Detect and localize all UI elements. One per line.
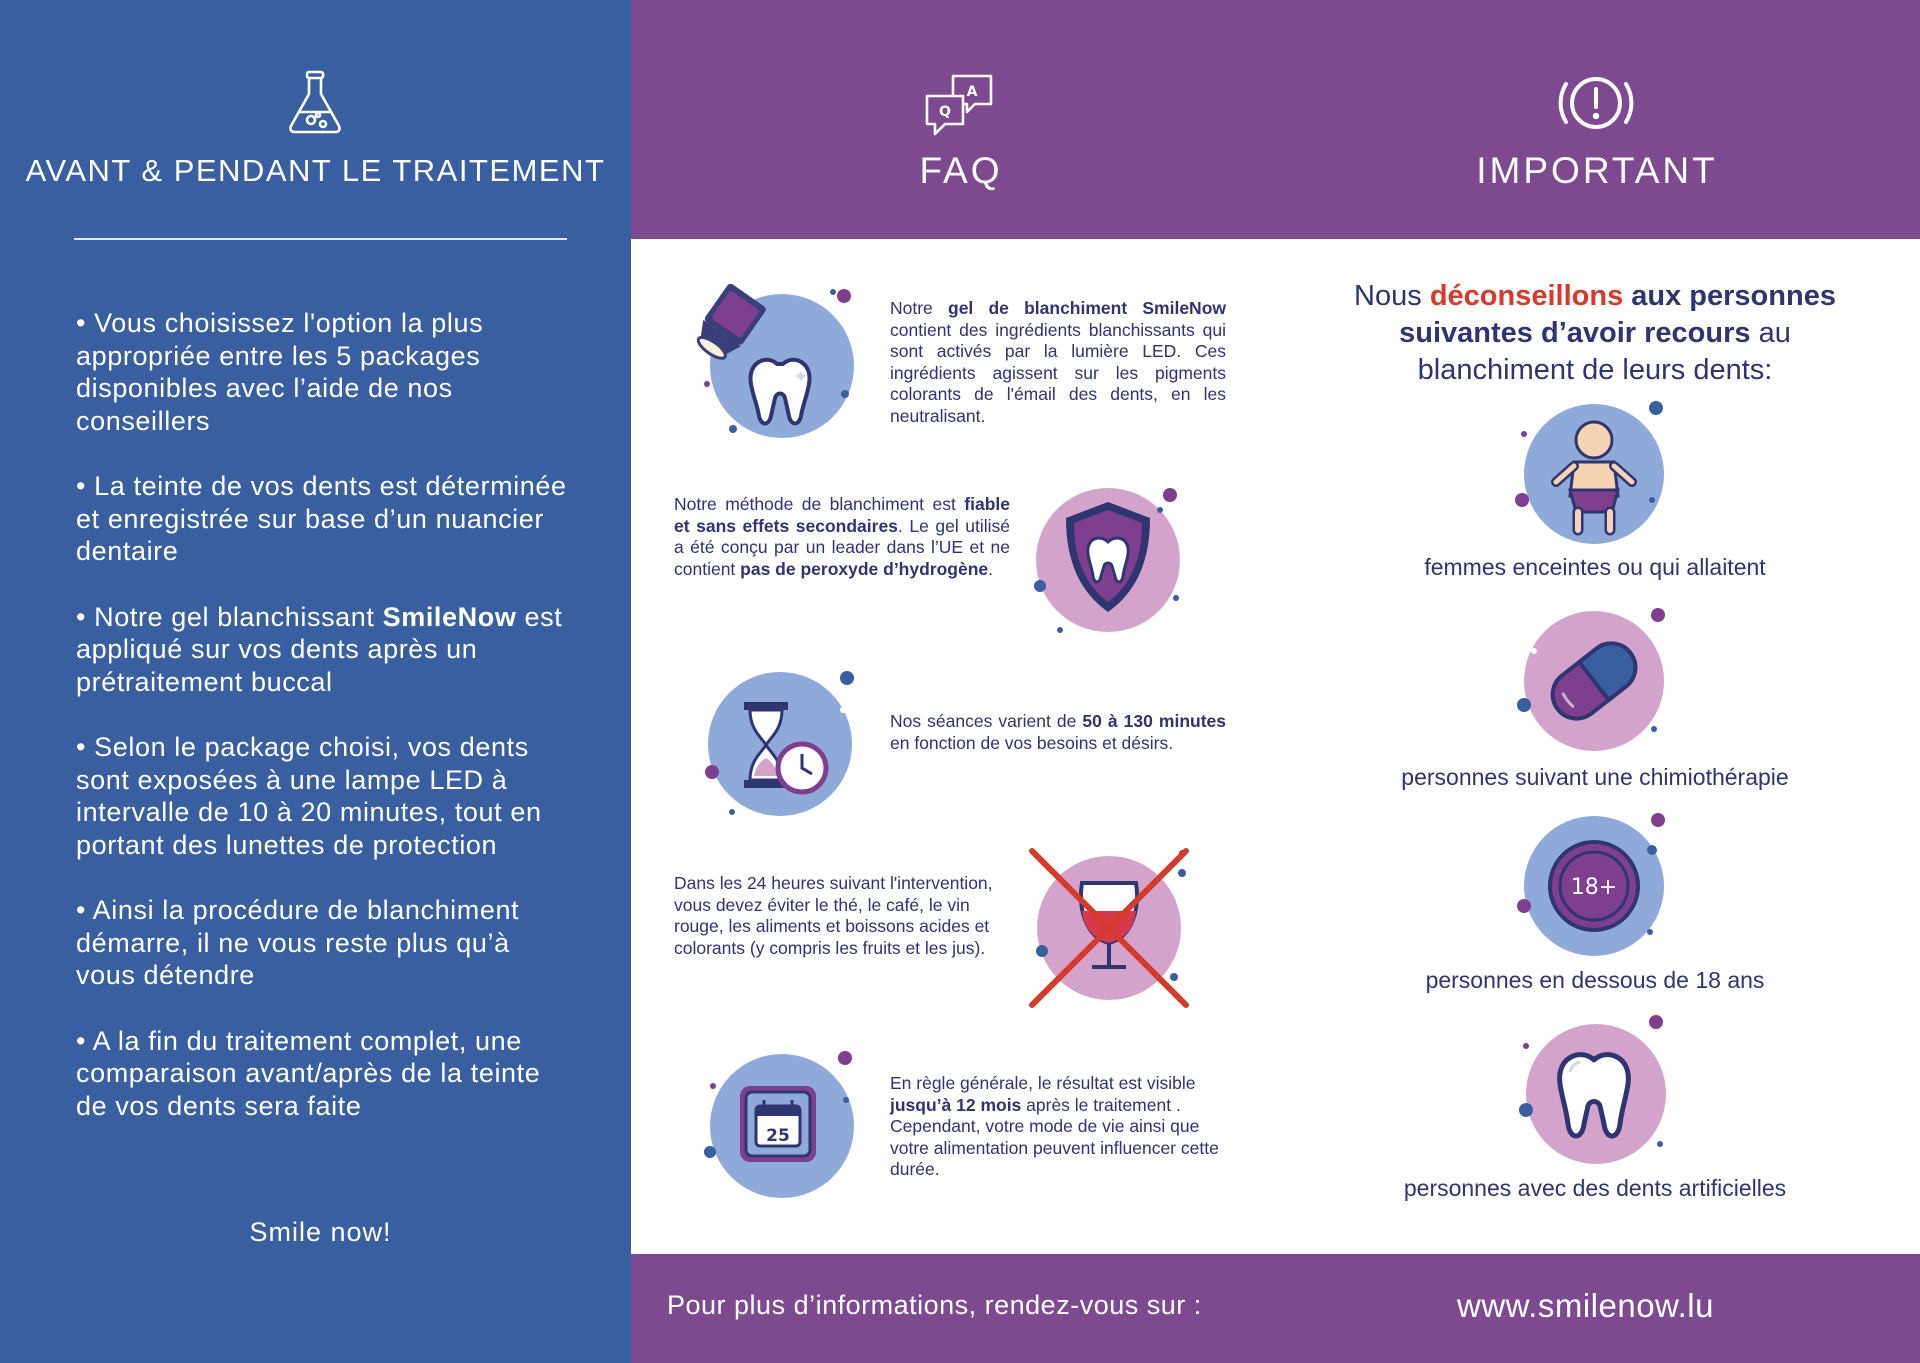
alert-icon (1557, 68, 1635, 138)
faq-title: FAQ (919, 150, 1003, 191)
brand-name: SmileNow (382, 601, 517, 632)
risk-group-label: personnes avec des dents artificielles (1403, 1175, 1787, 1201)
svg-text:A: A (966, 84, 978, 100)
footer-info: Pour plus d’informations, rendez-vous sur : (667, 1290, 1202, 1320)
footer-bar (631, 1254, 1920, 1363)
divider (74, 238, 567, 240)
age-badge: 18+ (1570, 875, 1618, 900)
step-item: • La teinte de vos dents est déterminée et enregistrée sur base d’un nuancier dentaire (76, 471, 567, 566)
qa-bubbles-icon (923, 72, 995, 138)
step-item: • Selon le package choisi, vos dents sont exposées à une lampe LED à intervalle de 10 à 20 minutes, tout en portant des lunettes de protection (76, 732, 542, 860)
calendar-icon (698, 1040, 858, 1200)
shield-tooth-icon (1028, 480, 1188, 640)
led-lamp-tooth-icon (697, 284, 857, 444)
tooth-icon (1512, 1012, 1672, 1172)
faq-answer-safety: Notre méthode de blanchiment est fiable et sans effets secondaires. Le gel utilisé a été conçu par un leader dans l’UE et ne contient pas de peroxyde d’hydrogène. (674, 494, 1010, 579)
step-item: • Vous choisissez l'option la plus appropriée entre les 5 packages disponibles avec l’aide de nos conseillers (76, 308, 484, 436)
top-header-bar (631, 0, 1920, 239)
step-item: • Ainsi la procédure de blanchiment démarre, il ne vous reste plus qu’à vous détendre (76, 895, 520, 990)
faq-answer-results: En règle générale, le résultat est visible jusqu’à 12 mois après le traitement . Cependant, votre mode de vie ainsi que votre alimentation peuvent influencer cette durée. (890, 1073, 1219, 1179)
faq-answer-avoid: Dans les 24 heures suivant l'intervention, vous devez éviter le thé, le café, le vin rouge, les aliments et boissons acides et colorants (y compris les fruits et les jus). (674, 873, 993, 958)
closing-line: Smile now! (249, 1217, 392, 1247)
step-item: • Notre gel blanchissant SmileNow est appliqué sur vos dents après un prétraitement buccal (76, 601, 563, 697)
website-link[interactable]: www.smilenow.lu (1457, 1287, 1714, 1324)
pill-capsule-icon (1512, 605, 1672, 755)
svg-text:Q: Q (939, 104, 951, 120)
flask-icon (285, 68, 345, 136)
hourglass-clock-icon (698, 662, 858, 822)
faq-answer-duration: Nos séances varient de 50 à 130 minutes en fonction de vos besoins et désirs. (890, 711, 1227, 753)
important-title: IMPORTANT (1476, 150, 1718, 191)
left-panel-title: AVANT & PENDANT LE TRAITEMENT (25, 153, 606, 188)
left-panel (0, 0, 631, 1363)
faq-answer-gel: Notre gel de blanchiment SmileNow contient des ingrédients blanchissants qui sont activés par la lumière LED. Ces ingrédients agissent sur les pigments colorants de l'émail des dents, en les neutralisant. (890, 298, 1226, 426)
treatment-steps (76, 307, 576, 1155)
age-18-plus-icon (1512, 810, 1672, 960)
risk-group-label: femmes enceintes ou qui allaitent (1424, 554, 1766, 580)
crossed-wine-glass-icon (1024, 843, 1194, 1013)
baby-icon (1512, 400, 1672, 550)
important-intro: Nous déconseillons aux personnes suivantes d’avoir recours au blanchiment de leurs dents: (1354, 280, 1836, 386)
step-item: • A la fin du traitement complet, une comparaison avant/après de la teinte de vos dents sera faite (76, 1025, 541, 1121)
risk-group-label: personnes en dessous de 18 ans (1425, 967, 1765, 993)
calendar-day: 25 (766, 1126, 790, 1146)
risk-group-label: personnes suivant une chimiothérapie (1401, 764, 1789, 790)
